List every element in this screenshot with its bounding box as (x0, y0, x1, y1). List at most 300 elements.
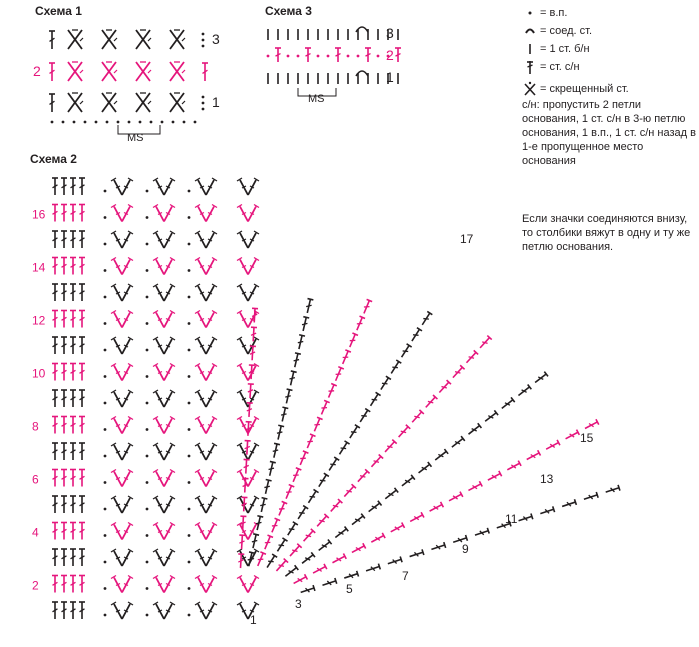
v-stitch (195, 576, 217, 593)
chain-stitch (51, 121, 54, 124)
double-crochet-stitch (61, 390, 67, 407)
dc-top (303, 317, 309, 318)
cross-bar (114, 70, 117, 73)
v-stitch (237, 284, 259, 301)
double-crochet-stitch (79, 178, 85, 195)
chain-stitch (188, 349, 191, 352)
legend-crossed (522, 80, 698, 98)
double-crochet-stitch (79, 205, 85, 222)
chain-stitch (188, 296, 191, 299)
chain-stitch (161, 121, 164, 124)
double-crochet-stitch (329, 499, 343, 513)
double-crochet-stitch (70, 576, 76, 593)
v-stitch (111, 178, 133, 195)
dc-top (260, 552, 266, 554)
legend-slip-text: = соед. ст. (540, 25, 593, 37)
crossed-stitch (136, 30, 151, 49)
chain-stitch (104, 428, 107, 431)
chain-stitch (104, 534, 107, 537)
double-crochet-stitch (305, 48, 311, 62)
double-crochet-stitch (52, 311, 58, 328)
double-crochet-stitch (70, 364, 76, 381)
v-stitch (153, 576, 175, 593)
double-crochet-stitch (525, 450, 540, 462)
double-crochet-stitch (61, 178, 67, 195)
chain-stitch (357, 55, 360, 58)
double-crochet-stitch (337, 441, 350, 456)
chain-stitch (146, 508, 149, 511)
cross-bar (182, 38, 185, 41)
dc-top (274, 443, 280, 444)
scheme-2-fan-row-number: 5 (346, 582, 353, 596)
dc-top (282, 501, 288, 503)
scheme-2-row-number: 10 (32, 366, 46, 381)
v-stitch (237, 311, 259, 328)
double-crochet-stitch (315, 514, 329, 528)
v-stitch (195, 470, 217, 487)
scheme-1-row-number: 3 (212, 31, 220, 47)
double-crochet-stitch (52, 231, 58, 248)
double-crochet-stitch (605, 485, 620, 495)
double-crochet-stitch (312, 417, 323, 432)
dc-top (275, 518, 281, 520)
double-crochet-stitch (265, 554, 278, 569)
double-crochet-stitch (202, 63, 208, 81)
dc-top (253, 534, 259, 535)
double-crochet-stitch (319, 400, 330, 415)
dc-top (596, 492, 598, 498)
crossed-stitch (136, 62, 151, 81)
double-crochet-stitch (279, 407, 288, 422)
cross-bar (114, 101, 117, 104)
cross-bar (182, 70, 185, 73)
dc-top (400, 557, 402, 563)
double-crochet-stitch (409, 549, 424, 559)
scheme-2-fan-row-number: 17 (460, 232, 474, 246)
scheme-2-row-number: 12 (32, 313, 46, 328)
chain-stitch (146, 534, 149, 537)
cross-bar (114, 38, 117, 41)
scheme-2-row-number: 14 (32, 260, 46, 275)
dc-top (278, 425, 284, 426)
double-crochet-stitch (322, 578, 337, 588)
double-crochet-stitch (448, 492, 463, 504)
double-crochet-stitch (361, 299, 372, 314)
crossed-stitch (136, 93, 151, 112)
double-crochet-stitch (400, 475, 415, 488)
chain-stitch-icon (522, 5, 538, 21)
v-stitch (195, 602, 217, 619)
v-stitch (153, 337, 175, 354)
v-stitch (153, 443, 175, 460)
double-crochet-stitch (292, 353, 301, 368)
legend-slip (522, 22, 698, 40)
double-crochet-stitch (409, 512, 424, 524)
double-crochet-stitch (347, 425, 360, 440)
double-crochet-stitch (561, 499, 576, 509)
v-stitch (111, 258, 133, 275)
chain-stitch (188, 216, 191, 219)
dc-top (360, 316, 366, 318)
v-stitch (195, 205, 217, 222)
scheme-2-fan-row-number: 9 (462, 542, 469, 556)
chain-stitch (297, 55, 300, 58)
scheme-2-fan-row-number: 15 (580, 431, 594, 445)
scheme-2-row-number: 4 (32, 525, 39, 540)
double-crochet-stitch (474, 528, 489, 538)
chain-stitch (347, 55, 350, 58)
double-crochet-stitch (255, 552, 266, 567)
dc-top (295, 353, 301, 354)
chain-stitch (104, 481, 107, 484)
dc-top (313, 585, 315, 591)
double-crochet-stitch (52, 337, 58, 354)
dc-top (308, 299, 314, 300)
cross-bar (80, 70, 83, 73)
double-crochet-stitch (52, 470, 58, 487)
double-crochet-stitch (368, 392, 381, 407)
v-stitch (153, 523, 175, 540)
dc-top (262, 498, 268, 499)
v-stitch (153, 390, 175, 407)
double-crochet-stitch (343, 571, 358, 581)
dc-top (303, 451, 309, 453)
dc-top (335, 578, 337, 584)
chain-stitch (106, 121, 109, 124)
double-crochet-stitch (61, 337, 67, 354)
double-crochet-stitch (288, 371, 297, 386)
chain-stitch (146, 455, 149, 458)
double-crochet-stitch (312, 564, 327, 576)
double-crochet-stitch (326, 384, 337, 399)
chain-stitch (146, 296, 149, 299)
chain-stitch (287, 55, 290, 58)
dc-top (266, 480, 272, 481)
joining-note: Если значки соединяются внизу, то столбики вяжут в одну и ту же петлю основания. (522, 213, 691, 253)
double-crochet-stitch (61, 205, 67, 222)
dc-top (531, 514, 533, 520)
double-crochet-stitch (52, 602, 58, 619)
double-crochet-stitch (331, 554, 346, 566)
chain-stitch (150, 121, 153, 124)
double-crochet-stitch (478, 336, 492, 350)
crossed-stitch (102, 62, 117, 81)
double-crochet-stitch (52, 443, 58, 460)
double-crochet-stitch (61, 602, 67, 619)
double-crochet-stitch (263, 480, 272, 495)
v-stitch (195, 311, 217, 328)
double-crochet-stitch (79, 231, 85, 248)
scheme-2-title: Схема 2 (30, 152, 77, 166)
chain-stitch (104, 349, 107, 352)
double-crochet-stitch (79, 443, 85, 460)
chain-stitch (202, 96, 205, 99)
double-crochet-stitch (61, 231, 67, 248)
chain-stitch (146, 269, 149, 272)
v-stitch (237, 496, 259, 513)
legend-crossed-text: = скрещенный ст. (540, 83, 629, 95)
double-crochet-stitch (250, 534, 259, 549)
chain-stitch (146, 402, 149, 405)
double-crochet-stitch (61, 417, 67, 434)
double-crochet-stitch (70, 523, 76, 540)
double-crochet-stitch (420, 311, 433, 326)
legend-dc-text: = ст. с/н (540, 61, 580, 73)
legend-sc (522, 40, 698, 58)
chain-stitch (146, 561, 149, 564)
double-crochet-stitch (296, 506, 309, 521)
chain-stitch (146, 322, 149, 325)
v-stitch (237, 390, 259, 407)
chain-stitch (188, 428, 191, 431)
double-crochet-stitch (61, 258, 67, 275)
double-crochet-stitch (383, 440, 397, 454)
double-crochet-stitch (409, 328, 422, 343)
v-stitch (153, 178, 175, 195)
dc-top (268, 535, 274, 537)
dc-top (487, 528, 489, 534)
double-crochet-stitch (79, 337, 85, 354)
double-crochet-stitch (70, 284, 76, 301)
double-crochet-stitch (358, 409, 371, 424)
double-crochet-stitch (262, 535, 273, 550)
legend-chain (522, 4, 698, 22)
scheme-1-row-number: 2 (33, 63, 41, 79)
double-crochet-stitch (79, 470, 85, 487)
v-stitch (237, 337, 259, 354)
double-crochet-stitch (305, 434, 316, 449)
chain-stitch (188, 481, 191, 484)
double-crochet-stitch (79, 523, 85, 540)
v-stitch (111, 337, 133, 354)
dc-top (331, 384, 337, 386)
double-crochet-stitch (387, 557, 402, 567)
double-crochet-stitch (506, 461, 521, 473)
double-crochet-stitch (365, 564, 380, 574)
double-crochet-stitch (258, 498, 267, 513)
double-crochet-stitch (467, 481, 482, 493)
v-stitch (153, 496, 175, 513)
dc-top (289, 485, 295, 487)
dc-top (357, 571, 359, 577)
v-stitch (111, 496, 133, 513)
chain-stitch (73, 121, 76, 124)
scheme-3 (267, 27, 401, 96)
double-crochet-stitch (79, 258, 85, 275)
double-crochet-stitch (283, 389, 292, 404)
chain-stitch (188, 322, 191, 325)
double-crochet-stitch (61, 311, 67, 328)
double-crochet-stitch (70, 417, 76, 434)
double-crochet-stitch (70, 470, 76, 487)
double-crochet-stitch (52, 523, 58, 540)
v-stitch (111, 364, 133, 381)
double-crochet-stitch (52, 258, 58, 275)
dc-top (422, 549, 424, 555)
v-stitch (195, 258, 217, 275)
double-crochet-stitch (450, 436, 465, 449)
chain-stitch (104, 402, 107, 405)
chain-stitch (104, 614, 107, 617)
double-crochet-stitch (395, 48, 401, 62)
v-stitch (153, 470, 175, 487)
crossed-stitch (68, 30, 83, 49)
v-stitch (111, 576, 133, 593)
v-stitch (111, 523, 133, 540)
double-crochet-stitch (451, 365, 465, 379)
chain-stitch (146, 614, 149, 617)
dc-top (444, 542, 446, 548)
double-crochet-stitch (365, 48, 371, 62)
double-crochet-stitch (317, 539, 332, 552)
double-crochet-stitch (467, 423, 482, 436)
v-stitch (195, 337, 217, 354)
chain-stitch (104, 269, 107, 272)
dc-top (324, 400, 330, 402)
dc-top (574, 499, 576, 505)
double-crochet-stitch (70, 231, 76, 248)
double-crochet-stitch (79, 576, 85, 593)
scheme-2-row-number: 6 (32, 472, 39, 487)
v-stitch (111, 470, 133, 487)
v-stitch (195, 523, 217, 540)
chain-stitch (104, 455, 107, 458)
crossed-stitch (102, 30, 117, 49)
legend (522, 4, 698, 168)
dc-top (352, 333, 358, 335)
double-crochet-stitch (267, 461, 276, 476)
chain-stitch (146, 190, 149, 193)
double-crochet-stitch (79, 284, 85, 301)
double-crochet-stitch (70, 496, 76, 513)
double-crochet-stitch (464, 350, 478, 364)
scheme-1-ms-label: MS (127, 132, 144, 144)
v-stitch (111, 390, 133, 407)
double-crochet-stitch (52, 178, 58, 195)
double-crochet-stitch (61, 549, 67, 566)
crossed-stitch (170, 30, 185, 49)
dc-top (378, 564, 380, 570)
chain-stitch (146, 216, 149, 219)
single-crochet-icon (522, 41, 538, 57)
double-crochet-stitch (486, 471, 501, 483)
double-crochet-stitch (430, 542, 445, 552)
double-crochet-stitch (533, 372, 548, 385)
double-crochet-stitch (518, 514, 533, 524)
double-crochet-stitch (389, 360, 402, 375)
double-crochet-stitch (243, 459, 250, 473)
double-crochet-stitch (301, 529, 315, 543)
double-crochet-stitch (584, 419, 599, 431)
legend-crossed-description: с/н: пропустить 2 петли основания, 1 ст. с/н в 3-ю петлю основания, 1 в.п., 1 ст. с/н назад в 1-е пропущенное место основания (522, 99, 696, 167)
double-crochet-stitch (396, 425, 410, 439)
dc-top (282, 407, 288, 408)
double-crochet-stitch (70, 258, 76, 275)
dc-top (317, 417, 323, 419)
double-crochet-stitch (399, 344, 412, 359)
cross-bar (80, 38, 83, 41)
legend-sc-text: = 1 ст. б/н (540, 43, 590, 55)
scheme-3-title: Схема 3 (265, 4, 312, 18)
crossed-stitch (68, 62, 83, 81)
chain-stitch (188, 402, 191, 405)
double-crochet-stitch (350, 514, 365, 527)
double-crochet-stitch (292, 574, 307, 586)
chain-stitch (146, 481, 149, 484)
double-crochet-stitch (49, 94, 55, 112)
v-stitch (111, 602, 133, 619)
v-stitch (111, 549, 133, 566)
chain-stitch (202, 45, 205, 48)
double-crochet-stitch (275, 48, 281, 62)
double-crochet-stitch (52, 284, 58, 301)
double-crochet-stitch (285, 522, 298, 537)
v-stitch (153, 205, 175, 222)
scheme-3-row-number: 2 (386, 47, 394, 63)
double-crochet-stitch (417, 462, 432, 475)
dc-top (299, 335, 305, 336)
double-crochet-stitch (52, 364, 58, 381)
v-stitch (195, 496, 217, 513)
v-stitch (195, 549, 217, 566)
v-stitch (111, 205, 133, 222)
chain-stitch (194, 121, 197, 124)
double-crochet-stitch (583, 492, 598, 502)
cross-bar (182, 101, 185, 104)
v-stitch (237, 205, 259, 222)
v-stitch (153, 602, 175, 619)
chain-stitch (104, 322, 107, 325)
dc-top (466, 535, 468, 541)
double-crochet-stitch (79, 549, 85, 566)
chain-stitch (202, 33, 205, 36)
chain-stitch (202, 102, 205, 105)
crossed-stitch (170, 62, 185, 81)
double-crochet-stitch (61, 576, 67, 593)
double-crochet-icon (522, 59, 538, 75)
chain-stitch (146, 349, 149, 352)
chain-stitch (104, 296, 107, 299)
double-crochet-stitch (79, 390, 85, 407)
chain-stitch (104, 508, 107, 511)
scheme-2-fan-row-number: 11 (505, 512, 518, 526)
double-crochet-stitch (389, 523, 404, 535)
dc-top (310, 434, 316, 436)
v-stitch (237, 258, 259, 275)
crossed-stitch-icon (522, 81, 538, 97)
v-stitch (195, 284, 217, 301)
double-crochet-stitch (288, 544, 302, 558)
chain-stitch (104, 587, 107, 590)
double-crochet-stitch (52, 549, 58, 566)
v-stitch (237, 178, 259, 195)
double-crochet-stitch (327, 457, 340, 472)
dc-top (345, 350, 351, 352)
double-crochet-stitch (369, 454, 383, 468)
scheme-3-row-number: 1 (386, 69, 394, 85)
chain-stitch (188, 614, 191, 617)
v-stitch (111, 284, 133, 301)
v-stitch (195, 231, 217, 248)
chain-stitch (146, 587, 149, 590)
double-crochet-stitch (61, 496, 67, 513)
scheme-2-row-number: 8 (32, 419, 39, 434)
chain-stitch (188, 561, 191, 564)
double-crochet-stitch (545, 440, 560, 452)
double-crochet-stitch (271, 443, 280, 458)
scheme-2-fan-row-number: 3 (295, 597, 302, 611)
chain-stitch (146, 243, 149, 246)
